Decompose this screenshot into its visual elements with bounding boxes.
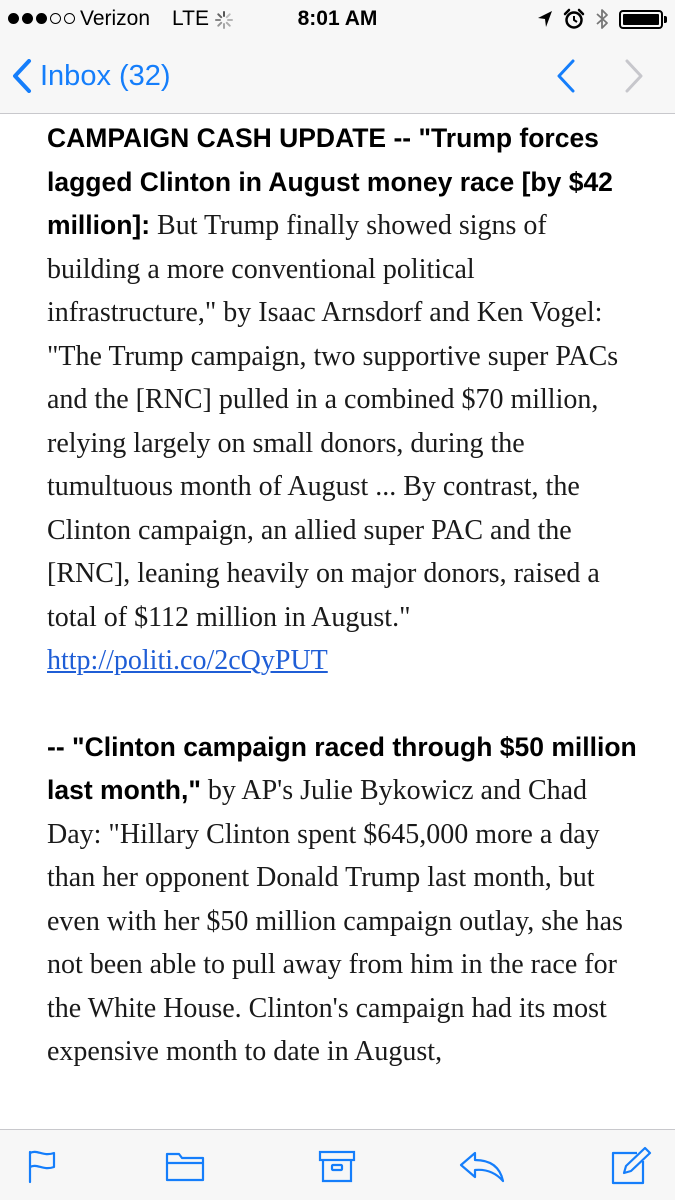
paragraph-campaign-cash xyxy=(47,117,647,683)
bluetooth-icon xyxy=(595,8,609,30)
folder-icon xyxy=(164,1149,206,1183)
paragraph-headline: CAMPAIGN CASH UPDATE -- "Trump forces lagged Clinton in August money race [by $42 million]: xyxy=(47,123,613,240)
archive-button[interactable] xyxy=(313,1142,361,1190)
chevron-left-icon xyxy=(12,59,32,93)
status-bar xyxy=(0,0,675,40)
compose-button[interactable] xyxy=(607,1142,655,1190)
reply-button[interactable] xyxy=(458,1142,506,1190)
compose-icon xyxy=(609,1146,653,1186)
flag-button[interactable] xyxy=(18,1142,66,1190)
paragraph-text: But Trump finally showed signs of building a more conventional political infrastructure," by Isaac Arnsdorf and Ken Vogel: "The Trump campaign, two supportive super PACs and the [RNC] pulled in a combined $70 million, relying largely on small donors, during the tumultuous month of August ... By contrast, the Clinton campaign, an allied super PAC and the [RNC], leaning heavily on major donors, raised a total of $112 million in August." xyxy=(47,210,619,633)
previous-message-button[interactable] xyxy=(555,58,577,94)
archive-icon xyxy=(317,1148,357,1184)
nav-bar xyxy=(0,40,675,114)
clock: 8:01 AM xyxy=(297,7,378,30)
carrier-name: Verizon xyxy=(80,7,151,30)
battery-icon xyxy=(619,10,663,29)
move-to-folder-button[interactable] xyxy=(161,1142,209,1190)
flag-icon xyxy=(25,1148,59,1184)
back-button-label: Inbox (32) xyxy=(40,59,171,92)
next-message-button[interactable] xyxy=(623,58,645,94)
back-to-inbox-button[interactable] xyxy=(12,56,171,96)
article-link[interactable]: http://politi.co/2cQyPUT xyxy=(47,645,328,676)
paragraph-text: by AP's Julie Bykowicz and Chad Day: "Hillary Clinton spent $645,000 more a day than her opponent Donald Trump last month, but even with her $50 million campaign outlay, she has not been able to pull away from him in the race for the White House. Clinton's campaign had its most expensive month to date in August, xyxy=(47,775,623,1067)
bottom-toolbar xyxy=(0,1129,675,1200)
reply-icon xyxy=(458,1148,506,1184)
paragraph-headline: -- "Clinton campaign raced through $50 million last month," xyxy=(47,731,637,805)
alarm-clock-icon xyxy=(563,8,585,30)
location-arrow-icon xyxy=(537,10,553,28)
email-body xyxy=(47,117,647,1129)
paragraph-clinton-spending xyxy=(47,726,647,1074)
network-type: LTE xyxy=(172,7,209,30)
